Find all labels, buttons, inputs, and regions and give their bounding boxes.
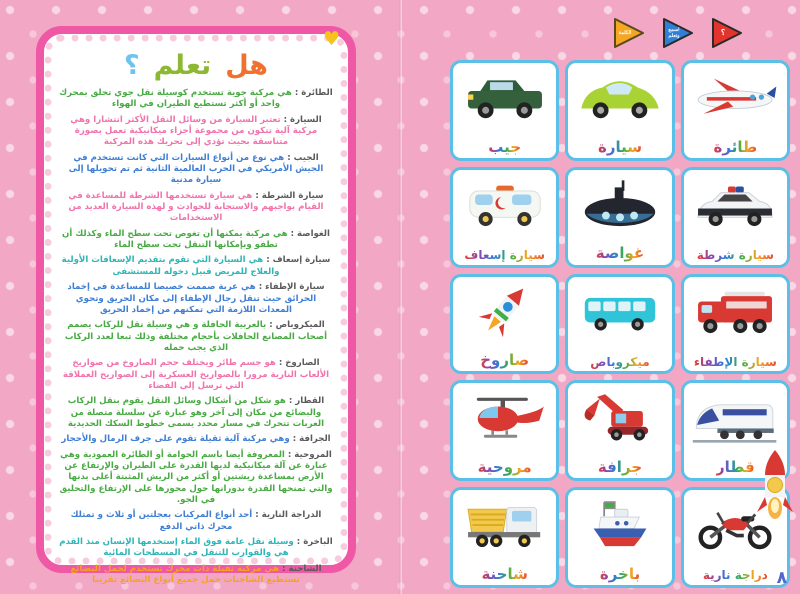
triangle-right-icon: [612, 16, 646, 50]
page-gutter-divider: [399, 0, 402, 594]
vehicle-label: سيارة الإطفاء: [693, 354, 777, 369]
entry-desc: هي سيارة تستخدمها الشرطة للمساعدة في القيام بواجبهم والاستجابة للحوادث و لهذه السيارة العديد من الاستخدامات: [68, 190, 324, 224]
triangle-right-icon: [661, 16, 695, 50]
entry-desc: هي مركبة ثقيلة ذات محرك تستخدم لحمل البضائع تستطيع الشاحنات حمل جميع أنواع البضائع تقريبا: [70, 563, 300, 586]
entry-1: [59, 115, 333, 149]
entry-5: [59, 255, 333, 278]
plane-image: [691, 67, 779, 129]
vehicle-card-truck[interactable]: [450, 487, 559, 588]
triangle-right-icon: [710, 16, 744, 50]
entry-11: [59, 450, 333, 507]
entry-desc: هي مركبة جوية تستخدم كوسيلة نقل جوي تحلق بمحرك واحد أو أكثر تستطيع الطيران في الهواء: [59, 88, 292, 110]
vehicle-card-ambulance[interactable]: [450, 167, 559, 268]
entry-term: الباخرة :: [296, 537, 333, 548]
entry-term: المروحية :: [287, 449, 332, 460]
word-button-label: الكلمة: [618, 30, 632, 36]
vehicle-card-jeep[interactable]: [450, 60, 559, 161]
entries-list: [44, 81, 348, 586]
entry-term: الدراجة النارية :: [255, 510, 322, 521]
ambulance-image: [461, 174, 549, 236]
vehicle-card-car[interactable]: [565, 60, 674, 161]
entry-term: الطائرة :: [294, 88, 333, 98]
title-word-know: تعلم: [153, 50, 212, 81]
vehicle-label: سيارة شرطة: [696, 247, 774, 262]
entry-desc: هي مركبة يمكنها أن تغوص تحت سطح الماء وكذلك أن تطفو وبإمكانها التنقل تحت سطح الماء: [62, 228, 288, 251]
vehicle-label: صاروخ: [480, 351, 530, 370]
entry-term: سيارة الشرطة :: [255, 190, 324, 201]
entry-9: [59, 396, 333, 430]
vehicle-card-microbus[interactable]: [565, 274, 674, 375]
microbus-image: [576, 281, 664, 343]
entry-term: القطار :: [288, 396, 325, 407]
vehicle-label: ميكروباص: [590, 354, 650, 369]
car-image: [576, 67, 664, 129]
title-word-did: هل: [225, 50, 269, 81]
truck-image: [461, 494, 549, 556]
rocket-image: [461, 281, 549, 343]
vehicle-card-submarine[interactable]: [565, 167, 674, 268]
vehicle-card-police-car[interactable]: [681, 167, 790, 268]
excavator-image: [576, 387, 664, 449]
question-triangle-button[interactable]: [710, 16, 744, 50]
train-image: [691, 387, 779, 449]
vehicle-label: مروحية: [477, 457, 532, 476]
entry-3: [59, 191, 333, 225]
question-button-label: ؟: [720, 28, 726, 38]
entry-term: سيارة الإطفاء :: [258, 282, 325, 293]
submarine-image: [576, 174, 664, 236]
entry-term: الغواصة :: [290, 228, 330, 239]
listen-button-label: اسمع وتعلم: [668, 27, 680, 39]
entry-8: [59, 358, 333, 392]
vehicle-label: دراجة نارية: [702, 568, 768, 583]
entry-7: [59, 320, 333, 354]
entry-desc: هي عربة صممت خصيصا للمساعدة في إخماد الحرائق حيث تنقل رجال الإطفاء إلى مكان الحريق وتحوي المعدات اللازمة التي تمكنهم من إخماد الحريق: [67, 282, 317, 315]
nav-buttons: [612, 16, 744, 50]
entry-term: الجرافة :: [292, 434, 331, 445]
entry-term: الشاحنة :: [282, 563, 322, 574]
entry-term: الجيب :: [287, 152, 319, 163]
vehicle-grid: [450, 60, 790, 588]
vehicle-label: شاحنة: [481, 564, 528, 583]
entry-10: [59, 434, 333, 445]
entry-desc: أحد أنواع المركبات بعجلتين أو ثلاث و تمتلك محرك ذاتي الدفع: [70, 510, 253, 532]
word-triangle-button[interactable]: [612, 16, 646, 50]
vehicle-card-fire-truck[interactable]: [681, 274, 790, 375]
jeep-image: [461, 67, 549, 129]
entry-0: [59, 88, 333, 111]
listen-triangle-button[interactable]: [661, 16, 695, 50]
entry-desc: هو شكل من أشكال وسائل النقل يقوم بنقل الركاب والبضائع من مكان إلى آخر وهو عبارة عن سلسلة متصلة من العربات تتحرك في مسار محدد يسمى خطوط السكك الحديدية: [67, 396, 325, 429]
entry-12: [59, 510, 333, 533]
vehicle-card-excavator[interactable]: [565, 380, 674, 481]
entry-term: سيارة إسعاف :: [266, 255, 331, 266]
vehicle-label: طائرة: [713, 137, 758, 156]
entry-desc: تعتبر السيارة من وسائل النقل الأكثر انتشارا وهي مركبة آلية تتكون من مجموعة أجزاء ميكانيكية تعمل بصورة متناسقة بحيث تؤدي إلى تحريك هذه المركبة: [70, 114, 318, 148]
entry-14: [59, 564, 333, 587]
page-title: [44, 50, 348, 81]
entry-term: السيارة :: [283, 114, 322, 125]
helicopter-image: [461, 387, 549, 449]
page-number: ٨: [776, 568, 787, 588]
entry-term: الميكروباص :: [269, 320, 325, 331]
vehicle-card-plane[interactable]: [681, 60, 790, 161]
entry-desc: هي السيارة التي تقوم بتقديم الإسعافات الأولية والعلاج للمريض قبيل دخوله للمستشفى: [61, 255, 280, 277]
vehicle-label: جيب: [488, 137, 522, 156]
vehicle-label: قطار: [715, 457, 755, 476]
entry-6: [59, 282, 333, 316]
entry-term: الصاروخ :: [278, 358, 320, 369]
vehicle-label: سيارة: [597, 137, 642, 156]
vehicle-label: غواصة: [595, 244, 645, 263]
vehicle-card-helicopter[interactable]: [450, 380, 559, 481]
entry-4: [59, 229, 333, 252]
entry-desc: وسيلة نقل عامة فوق الماء إستخدمها الإنسان منذ القدم هي والقوارب للتنقل في المسطحات المائية: [59, 537, 294, 559]
fire-truck-image: [691, 281, 779, 343]
vehicle-card-rocket[interactable]: [450, 274, 559, 375]
entry-desc: هي نوع من أنواع السيارات التي كانت تستخدم في الجيش الأمريكي في الحرب العالمية الثانية ثم تم تحويلها إلى سيارة مدنية: [68, 152, 324, 186]
entry-desc: وهي مركبة آلية ثقيلة تقوم على جرف الرمال والأحجار: [61, 434, 290, 445]
rocket-icon: [755, 448, 795, 530]
ship-image: [576, 494, 664, 556]
entry-desc: بالعربية الحافلة و هي وسيلة نقل للركاب يصمم أصحاب المصانع الحافلات بأحجام مختلفة وذلك تبعا لعدد الركاب الذي يجب حمله: [64, 320, 328, 353]
heart-icon: ♥: [322, 28, 340, 50]
vehicle-label: جرافة: [597, 457, 643, 476]
entry-desc: هو جسم طائر ويختلف حجم الصاروخ من صواريخ الألعاب النارية مرورا بالصواريخ العسكرية إلى الصواريخ العملاقة التي ترسل إلى الفضاء: [62, 358, 330, 391]
entry-13: [59, 537, 333, 560]
left-page-card: [36, 26, 356, 586]
vehicle-label: سيارة إسعاف: [464, 247, 545, 262]
police-car-image: [691, 174, 779, 236]
vehicle-label: باخرة: [599, 564, 641, 583]
entry-desc: المعروفة أيضا باسم الحوامة أو الطائرة العمودية وهي عبارة عن آلة ميكانيكية لديها القدرة على الطيران والإرتفاع عن الأرض بمساعدة ريشتين أو أكثر من الريش المثبتة أعلى بدنها والتي تمنحها القدرة بدورانها حول محورها على الإرتفاع والتحليق في الجو.: [59, 449, 333, 505]
entry-2: [59, 153, 333, 187]
title-question-mark: ؟: [123, 50, 140, 81]
vehicle-card-ship[interactable]: [565, 487, 674, 588]
